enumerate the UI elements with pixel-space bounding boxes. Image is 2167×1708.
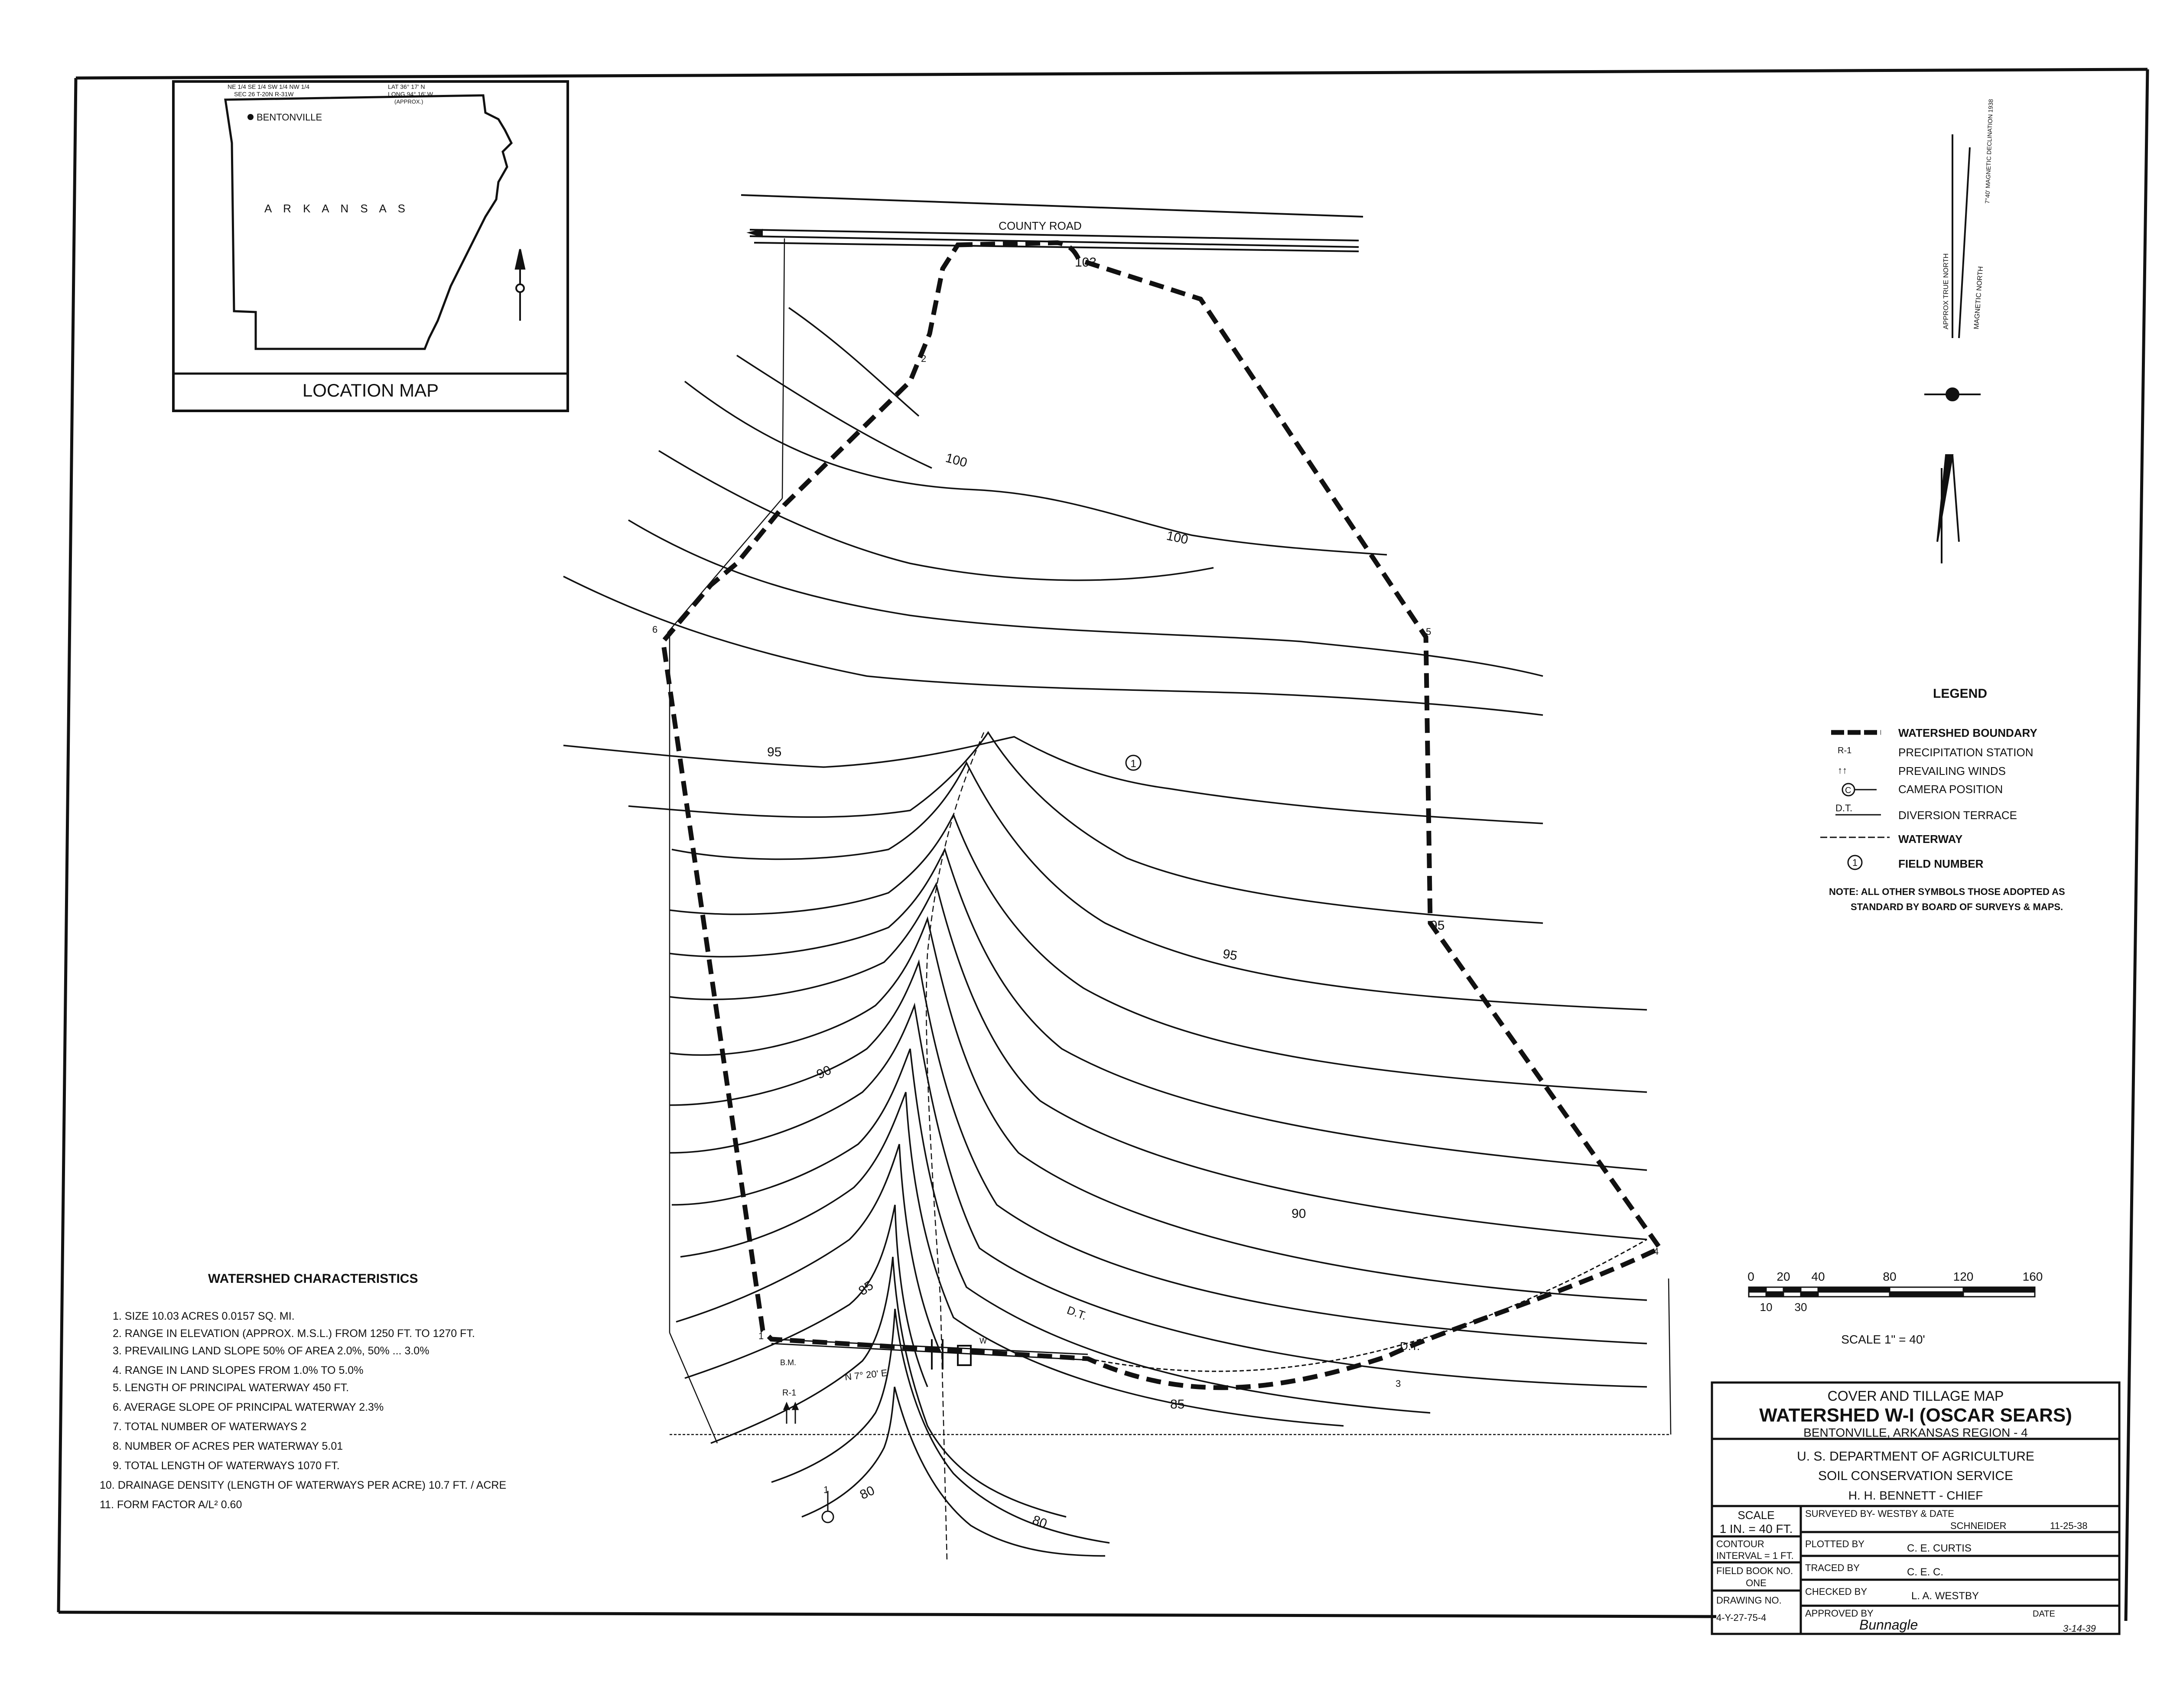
contour-cell-value: INTERVAL = 1 FT.	[1716, 1550, 1794, 1561]
surveyed-value: SCHNEIDER	[1950, 1520, 2007, 1531]
title-line-4: U. S. DEPARTMENT OF AGRICULTURE	[1797, 1449, 2034, 1464]
title-block	[1712, 1383, 2119, 1634]
location-note-left-1: NE 1/4 SE 1/4 SW 1/4 NW 1/4	[228, 83, 310, 90]
characteristic-9: 9. TOTAL LENGTH OF WATERWAYS 1070 FT.	[113, 1460, 340, 1472]
characteristic-6: 6. AVERAGE SLOPE OF PRINCIPAL WATERWAY 2.3%	[113, 1401, 384, 1413]
county-road-label: COUNTY ROAD	[999, 219, 1082, 232]
legend-item-camera: CAMERA POSITION	[1898, 783, 2003, 796]
contour-cell-label: CONTOUR	[1716, 1539, 1764, 1549]
location-map-title: LOCATION MAP	[302, 380, 439, 400]
legend-precip-symbol: R-1	[1838, 746, 1852, 755]
legend-item-field: FIELD NUMBER	[1898, 857, 1984, 870]
contour-label-103: 103	[1075, 255, 1097, 270]
characteristic-4: 4. RANGE IN LAND SLOPES FROM 1.0% TO 5.0%	[113, 1364, 364, 1376]
corner-label-1: 1	[758, 1331, 764, 1341]
location-note-right-3: (APPROX.)	[394, 98, 423, 105]
contour-label-90a: 90	[814, 1063, 834, 1082]
legend	[1820, 686, 2065, 912]
terrace-label-2: D.T.	[1400, 1340, 1420, 1353]
watershed-boundary	[663, 243, 1660, 1388]
location-north-arrow-icon	[516, 249, 524, 321]
field-book-value: ONE	[1746, 1578, 1767, 1588]
characteristic-2: 2. RANGE IN ELEVATION (APPROX. M.S.L.) FROM 1250 FT. TO 1270 FT.	[113, 1327, 475, 1340]
precip-station-label: R-1	[782, 1388, 797, 1398]
date-label: DATE	[2033, 1609, 2055, 1619]
corner-label-2: 2	[921, 353, 927, 364]
camera-position-label: 1	[823, 1484, 829, 1495]
legend-item-precip: PRECIPITATION STATION	[1898, 746, 2034, 759]
plotted-value: C. E. CURTIS	[1907, 1542, 1972, 1554]
north-arrow	[1924, 134, 1981, 563]
traced-value: C. E. C.	[1907, 1566, 1944, 1578]
contour-label-95b: 95	[1221, 947, 1239, 963]
location-note-right-2: LONG 94° 16' W	[388, 91, 433, 98]
plotted-label: PLOTTED BY	[1805, 1539, 1864, 1549]
drawing-no-label: DRAWING NO.	[1716, 1595, 1782, 1606]
field-number: 1	[1130, 758, 1136, 770]
approved-signature: Bunnagle	[1859, 1617, 1918, 1633]
characteristic-7: 7. TOTAL NUMBER OF WATERWAYS 2	[113, 1421, 307, 1433]
legend-wind-symbol: ↑↑	[1838, 765, 1847, 776]
location-note-right-1: LAT 36° 17' N	[388, 83, 425, 90]
legend-item-wind: PREVAILING WINDS	[1898, 765, 2006, 778]
legend-field-symbol: 1	[1852, 857, 1858, 868]
legend-terrace-symbol: D.T.	[1835, 803, 1853, 813]
main-map	[563, 195, 1671, 1560]
bearing-label: N 7° 20' E	[844, 1367, 888, 1383]
approved-label: APPROVED BY	[1805, 1608, 1874, 1619]
checked-value: L. A. WESTBY	[1911, 1590, 1979, 1602]
surveyed-label: SURVEYED BY- WESTBY & DATE	[1805, 1508, 1954, 1519]
legend-note-1: NOTE: ALL OTHER SYMBOLS THOSE ADOPTED AS	[1829, 886, 2065, 897]
survey-lines	[667, 238, 1671, 1443]
traced-label: TRACED BY	[1805, 1562, 1860, 1573]
scale-tick-30: 30	[1794, 1301, 1807, 1314]
legend-title: LEGEND	[1933, 686, 1988, 701]
corner-label-6: 6	[652, 624, 658, 635]
arkansas-outline	[225, 95, 511, 349]
state-label: A R K A N S A S	[264, 202, 410, 215]
contour-label-80a: 80	[858, 1483, 877, 1503]
contour-label-85b: 85	[1170, 1397, 1185, 1412]
declination-label: 7°40' MAGNETIC DECLINATION 1938	[1984, 99, 1995, 204]
surveyed-date: 11-25-38	[2050, 1520, 2088, 1531]
scale-cell-label: SCALE	[1738, 1509, 1775, 1522]
scale-label: SCALE 1" = 40'	[1841, 1333, 1925, 1346]
waterway-label: W	[979, 1337, 987, 1345]
title-line-6: H. H. BENNETT - CHIEF	[1848, 1489, 1983, 1502]
contour-lines	[563, 308, 1647, 1556]
date-value: 3-14-39	[2063, 1623, 2096, 1634]
characteristic-3: 3. PREVAILING LAND SLOPE 50% OF AREA 2.0%, 50% ... 3.0%	[113, 1345, 429, 1357]
title-line-1: COVER AND TILLAGE MAP	[1827, 1388, 2004, 1404]
legend-item-boundary: WATERSHED BOUNDARY	[1898, 726, 2037, 739]
location-note-left-2: SEC 26 T-20N R-31W	[234, 91, 294, 98]
bm-label: B.M.	[780, 1358, 797, 1367]
checked-label: CHECKED BY	[1805, 1586, 1868, 1597]
contour-label-85a: 85	[856, 1278, 876, 1298]
scale-tick-20: 20	[1777, 1270, 1790, 1283]
corner-label-4: 4	[1653, 1246, 1659, 1257]
legend-item-waterway: WATERWAY	[1898, 833, 1963, 846]
location-map	[173, 81, 568, 411]
title-line-2: WATERSHED W-I (OSCAR SEARS)	[1759, 1405, 2072, 1426]
watershed-characteristics	[100, 1272, 506, 1511]
field-book-label: FIELD BOOK NO.	[1716, 1565, 1793, 1576]
legend-item-terrace: DIVERSION TERRACE	[1898, 809, 2017, 822]
terrace-label-1: D.T.	[1065, 1303, 1089, 1323]
waterway	[926, 732, 984, 1560]
scale-tick-0: 0	[1747, 1270, 1754, 1283]
scale-tick-10: 10	[1760, 1301, 1773, 1314]
scale-tick-40: 40	[1811, 1270, 1825, 1283]
characteristic-11: 11. FORM FACTOR A/L² 0.60	[100, 1499, 242, 1511]
legend-camera-symbol: C	[1845, 786, 1851, 795]
scale-cell-value: 1 IN. = 40 FT.	[1719, 1522, 1793, 1536]
scale-tick-160: 160	[2022, 1270, 2043, 1283]
characteristic-10: 10. DRAINAGE DENSITY (LENGTH OF WATERWAYS PER ACRE) 10.7 FT. / ACRE	[100, 1479, 507, 1491]
title-line-3: BENTONVILLE, ARKANSAS REGION - 4	[1803, 1426, 2028, 1439]
scale-bar	[1747, 1270, 2043, 1346]
contour-label-100b: 100	[1165, 528, 1190, 547]
contour-label-95a: 95	[767, 745, 782, 759]
true-north-label: APPROX TRUE NORTH	[1942, 253, 1950, 329]
bentonville-label: BENTONVILLE	[257, 112, 322, 123]
characteristic-8: 8. NUMBER OF ACRES PER WATERWAY 5.01	[113, 1440, 343, 1452]
title-line-5: SOIL CONSERVATION SERVICE	[1818, 1469, 2014, 1483]
scale-tick-80: 80	[1883, 1270, 1897, 1283]
scale-tick-120: 120	[1953, 1270, 1974, 1283]
legend-note-2: STANDARD BY BOARD OF SURVEYS & MAPS.	[1851, 901, 2063, 912]
contour-label-80b: 80	[1030, 1513, 1049, 1531]
corner-label-3: 3	[1396, 1378, 1401, 1389]
drawing-no-value: 4-Y-27-75-4	[1716, 1612, 1767, 1623]
contour-label-90b: 90	[1292, 1207, 1306, 1221]
corner-label-5: 5	[1426, 626, 1432, 637]
wind-arrows-icon	[784, 1403, 798, 1424]
contour-label-95c: 95	[1430, 918, 1445, 933]
characteristics-title: WATERSHED CHARACTERISTICS	[208, 1272, 418, 1286]
contour-label-100a: 100	[944, 450, 969, 470]
characteristic-5: 5. LENGTH OF PRINCIPAL WATERWAY 450 FT.	[113, 1382, 349, 1394]
scale-bar-graphic	[1749, 1287, 2035, 1297]
magnetic-north-label: MAGNETIC NORTH	[1973, 266, 1985, 330]
characteristic-1: 1. SIZE 10.03 ACRES 0.0157 SQ. MI.	[113, 1310, 295, 1322]
